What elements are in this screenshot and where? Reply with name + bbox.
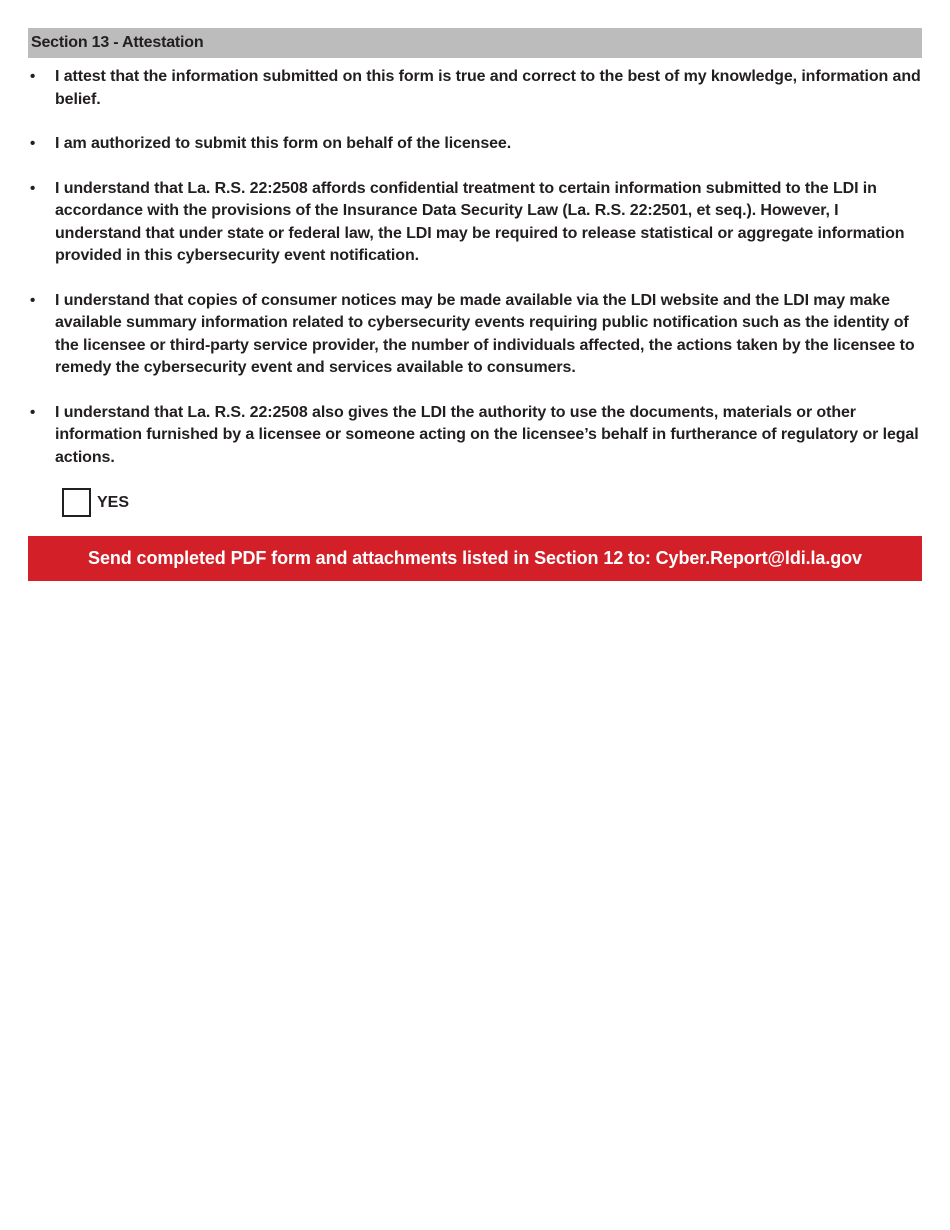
submission-instructions-banner: Send completed PDF form and attachments listed in Section 12 to: Cyber.Report@ldi.la.gov — [28, 536, 922, 581]
yes-checkbox-row — [62, 488, 129, 517]
bullet-icon: • — [30, 403, 36, 421]
attestation-item-text: I attest that the information submitted on this form is true and correct to the best of my knowledge, information and belief. — [55, 68, 921, 108]
attestation-item-text: I understand that La. R.S. 22:2508 also gives the LDI the authority to use the documents, materials or other information furnished by a licensee or someone acting on the licensee’s behalf in furtherance of regulatory or legal actions. — [55, 403, 919, 466]
bullet-icon: • — [30, 135, 36, 152]
section-title: Section 13 - Attestation — [28, 28, 922, 58]
attestation-list — [28, 66, 925, 491]
attestation-item — [28, 66, 925, 111]
attestation-item — [28, 133, 925, 156]
attestation-item-text: I understand that La. R.S. 22:2508 affords confidential treatment to certain information submitted to the LDI in accordance with the provisions of the Insurance Data Security Law (La. R.S. 22:2501, et seq.). However, I understand that under state or federal law, the LDI may be required to release statistical or aggregate information provided in this cybersecurity event notification. — [55, 179, 905, 264]
yes-checkbox-label: YES — [97, 493, 130, 511]
yes-checkbox[interactable] — [62, 488, 91, 517]
attestation-item — [28, 290, 925, 380]
attestation-item — [28, 178, 925, 268]
attestation-item-text: I understand that copies of consumer notices may be made available via the LDI website and the LDI may make available summary information related to cybersecurity events requiring public notification such as the identity of the licensee or third-party service provider, the number of individuals affected, the actions taken by the licensee to remedy the cybersecurity event and services available to consumers. — [55, 291, 915, 376]
bullet-icon: • — [30, 179, 36, 197]
attestation-item — [28, 402, 925, 470]
bullet-icon: • — [30, 68, 36, 85]
bullet-icon: • — [30, 291, 36, 309]
attestation-item-text: I am authorized to submit this form on behalf of the licensee. — [55, 135, 512, 152]
